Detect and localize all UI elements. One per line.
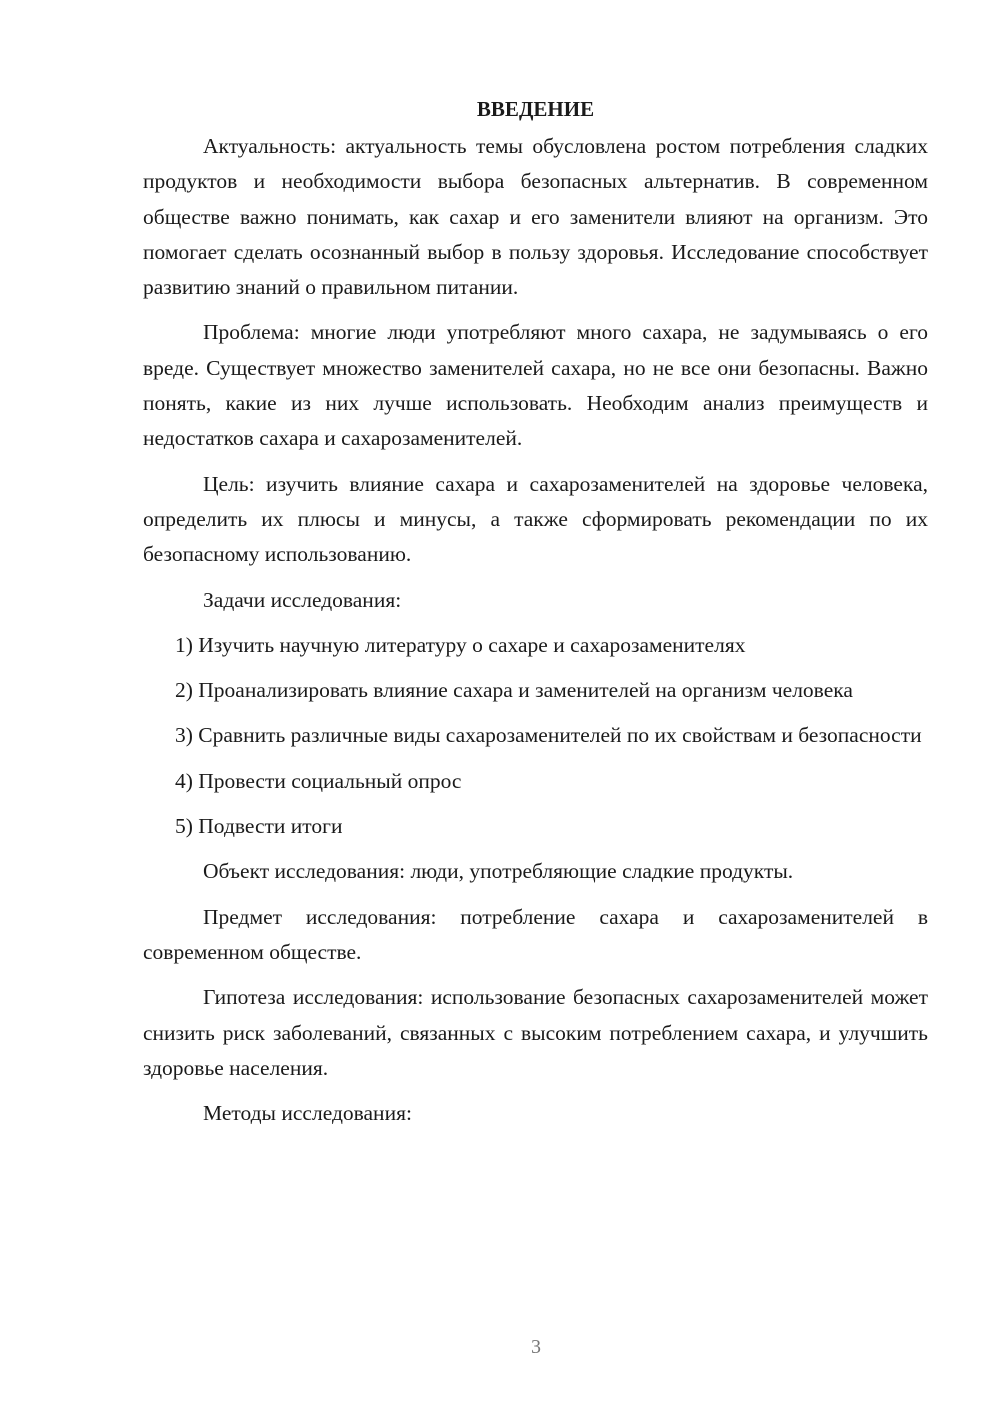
page-title: ВВЕДЕНИЕ xyxy=(476,97,595,121)
task-item-3: 3) Сравнить различные виды сахарозаменителей по их свойствам и безопасности xyxy=(175,723,922,748)
task-item-4: 4) Провести социальный опрос xyxy=(175,768,462,793)
hypothesis-paragraph: Гипотеза исследования: использование безопасных сахарозаменителей может снизить риск заболеваний, связанных с высоким потреблением сахара, и улучшить здоровье населения. xyxy=(143,985,928,1080)
relevance-paragraph: Актуальность: актуальность темы обусловлена ростом потребления сладких продуктов и необходимости выбора безопасных альтернатив. В современном обществе важно понимать, как сахар и его заменители влияют на организм. Это помогает сделать осознанный выбор в пользу здоровья. Исследование способствует развитию знаний о правильном питании. xyxy=(143,134,928,300)
goal-paragraph: Цель: изучить влияние сахара и сахарозаменителей на здоровье человека, определить их плюсы и минусы, а также сформировать рекомендации по их безопасному использованию. xyxy=(143,471,928,567)
page-number: 3 xyxy=(531,1336,541,1358)
document-page xyxy=(143,92,928,1131)
task-item-5: 5) Подвести итоги xyxy=(175,814,343,839)
tasks-heading: Задачи исследования: xyxy=(203,587,402,612)
methods-heading: Методы исследования: xyxy=(203,1101,412,1126)
problem-paragraph: Проблема: многие люди употребляют много сахара, не задумываясь о его вреде. Существует множество заменителей сахара, но не все они безопасны. Важно понять, какие из них лучше использовать. Необходим анализ преимуществ и недостатков сахара и сахарозаменителей. xyxy=(143,320,928,451)
object-paragraph: Объект исследования: люди, употребляющие сладкие продукты. xyxy=(203,859,794,884)
subject-paragraph: Предмет исследования: потребление сахара и сахарозаменителей в современном обществе. xyxy=(143,904,928,964)
task-item-1: 1) Изучить научную литературу о сахаре и сахарозаменителях xyxy=(175,632,746,657)
task-item-2: 2) Проанализировать влияние сахара и заменителей на организм человека xyxy=(175,678,853,703)
